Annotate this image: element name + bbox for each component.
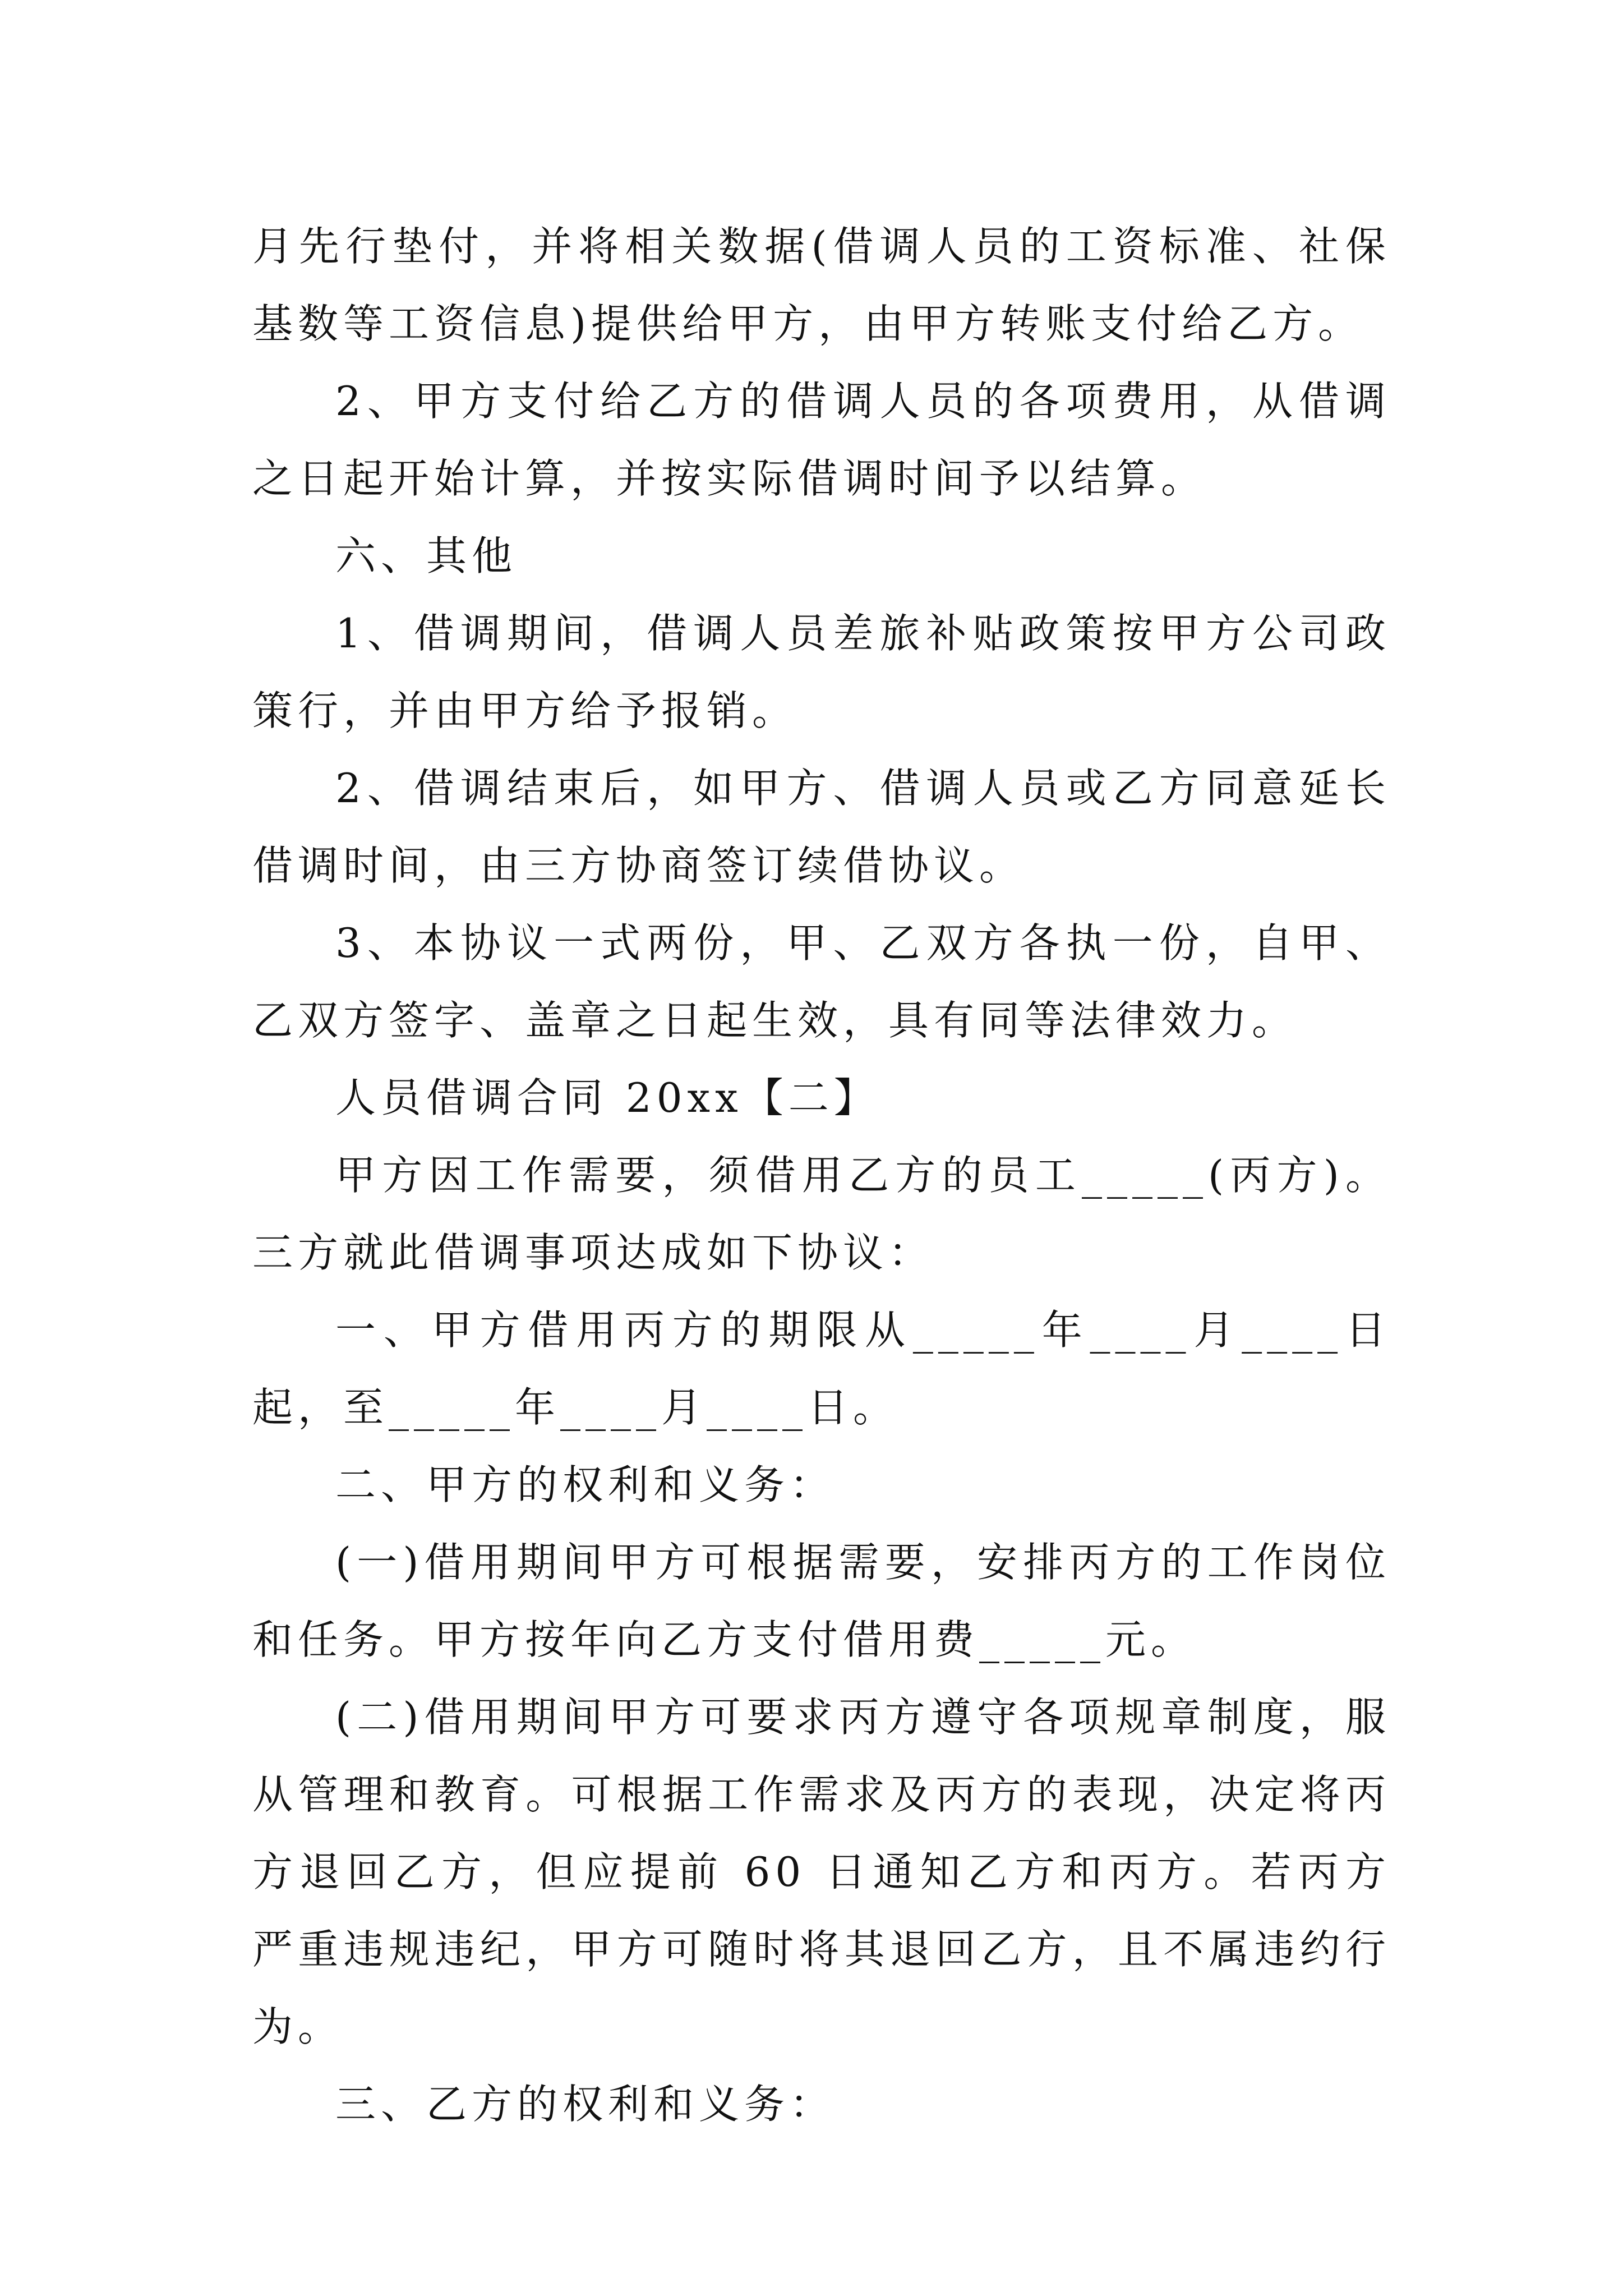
paragraph-salary-advance: 月先行垫付，并将相关数据(借调人员的工资标准、社保基数等工资信息)提供给甲方，由甲方转账支付给乙方。 [252, 223, 1391, 347]
paragraph-term: 一、甲方借用丙方的期限从_____年____月____日起，至_____年____月____日。 [252, 1306, 1391, 1431]
section-heading-party-a: 二、甲方的权利和义务： [335, 1461, 836, 1508]
document-body [252, 208, 1391, 2143]
contract-title-two: 人员借调合同 20xx【二】 [335, 1074, 879, 1121]
paragraph-party-a-item-2: (二)借用期间甲方可要求丙方遵守各项规章制度，服从管理和教育。可根据工作需求及丙方的表现，决定将丙方退回乙方，但应提前 60 日通知乙方和丙方。若丙方严重违规违纪，甲方可随时将其退回乙方，且不属违约行为。 [252, 1694, 1391, 2050]
paragraph-copies-effect: 3、本协议一式两份，甲、乙双方各执一份，自甲、乙双方签字、盖章之日起生效，具有同等法律效力。 [252, 919, 1391, 1044]
paragraph-intro-agreement: 甲方因工作需要，须借用乙方的员工_____(丙方)。三方就此借调事项达成如下协议： [252, 1152, 1391, 1276]
section-heading-party-b: 三、乙方的权利和义务： [335, 2081, 836, 2128]
paragraph-travel-allowance: 1、借调期间，借调人员差旅补贴政策按甲方公司政策行，并由甲方给予报销。 [252, 610, 1391, 734]
section-heading-other: 六、其他 [335, 532, 518, 579]
paragraph-fee-calculation: 2、甲方支付给乙方的借调人员的各项费用，从借调之日起开始计算，并按实际借调时间予以结算。 [252, 378, 1391, 502]
paragraph-party-a-item-1: (一)借用期间甲方可根据需要，安排丙方的工作岗位和任务。甲方按年向乙方支付借用费_____元。 [252, 1539, 1391, 1663]
paragraph-extension: 2、借调结束后，如甲方、借调人员或乙方同意延长借调时间，由三方协商签订续借协议。 [252, 765, 1391, 889]
